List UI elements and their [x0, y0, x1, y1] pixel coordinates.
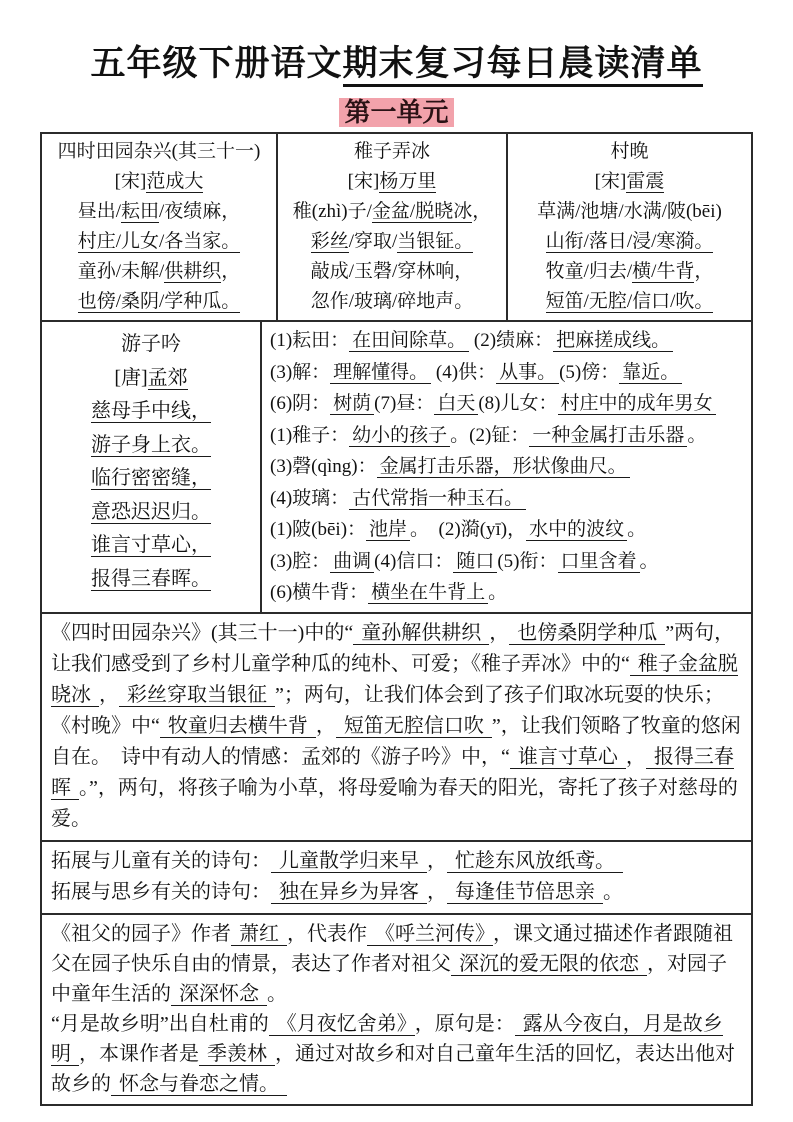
extension-line-homesick: 拓展与思乡有关的诗句： 独在异乡为异客 ， 每逢佳节倍思亲 。 — [51, 880, 623, 903]
course-paragraph-yueshiguxiangming: “月是故乡明”出自杜甫的 《月夜忆舍弟》 ，原句是： 露从今夜白，月是故乡明 ，本课作者是 季羡林 ，通过对故乡和对自己童年生活的回忆，表达出他对故乡的 怀念与眷恋之情。 — [51, 1012, 735, 1095]
note-line: (1)陂(bēi)： 池岸 。 (2)漪(yī)， 水中的波纹 。 — [270, 519, 647, 540]
extension-row — [42, 842, 751, 915]
note-line: (3)腔： 曲调 (4)信口： 随口 (5)衔： 口里含着 。 — [270, 550, 659, 572]
unit-heading — [0, 92, 793, 129]
poems-row — [42, 134, 751, 322]
poem-cell-youziyin — [42, 322, 262, 612]
poem-line: 敲成/玉磬/穿林响， — [310, 261, 474, 282]
page-title-underlined: 期末复习每日晨读清单 — [343, 44, 703, 87]
poem-line: 游子身上衣。 — [91, 433, 211, 456]
note-line: (4)玻璃： 古代常指一种玉石。 — [270, 483, 746, 515]
poem-title: 村晚 — [610, 141, 649, 162]
poem-line: 昼出/耘田/夜绩麻， — [77, 201, 241, 222]
summary-paragraph: 《四时田园杂兴》(其三十一)中的“ 童孙解供耕织 ， 也傍桑阴学种瓜 ”两句，让我们感受到了乡村儿童学种瓜的纯朴、可爱；《稚子弄冰》中的“ 稚子金盆脱晓冰 ， 彩丝穿取当银征 ”；两句，让我们体会到了孩子们取冰玩耍的快乐；《村晚》中“ 牧童归去横牛背 ， 短笛无腔信口吹 ”，让我们领略了牧童的悠闲自在。 诗中有动人的情感：孟郊的《游子吟》中，“ 谁言寸草心 ， 报得三春晖 。”，两句，将孩子喻为小草，将母爱喻为春天的阳光，寄托了孩子对慈母的爱。 — [51, 621, 741, 830]
poem-line: 慈母手中线， — [91, 400, 211, 422]
extension-cell — [42, 842, 751, 913]
note-line: (6)阴： 树荫 (7)昼： 白天 (8)儿女： 村庄中的成年男女 — [270, 388, 746, 420]
note-line: (3)解： 理解懂得。 (4)供： 从事。 (5)傍： 靠近。 — [270, 357, 746, 389]
note-line: (1)耘田： 在田间除草。 (2)绩麻： 把麻搓成线。 — [270, 325, 746, 357]
poem-author: [宋]雷震 — [594, 171, 665, 192]
poem-title: 稚子弄冰 — [353, 141, 430, 162]
unit-label: 第一单元 — [339, 98, 453, 127]
note-line: (3)磬(qìng)： 金属打击乐器，形状像曲尺。 — [270, 451, 746, 483]
poem-title: 四时田园杂兴(其三十一) — [57, 141, 261, 162]
poem-line: 谁言寸草心， — [91, 534, 211, 556]
poem-line: 童孙/未解/供耕织， — [77, 261, 241, 282]
poem-line: 意恐迟迟归。 — [91, 500, 211, 523]
poem-line: 草满/池塘/水满/陂(bēi) — [537, 201, 722, 222]
poem-line: 短笛/无腔/信口/吹。 — [545, 291, 714, 312]
poem-line: 山衔/落日/浸/寒漪。 — [545, 231, 714, 252]
poem-line: 报得三春晖。 — [91, 567, 211, 590]
poem-title: 游子吟 — [121, 333, 181, 355]
poem-author: [宋]杨万里 — [347, 171, 437, 192]
word-notes-cell — [262, 322, 751, 612]
course-row — [42, 915, 751, 1104]
note-line: (1)稚子： 幼小的孩子 。(2)钲： 一种金属打击乐器 。 — [270, 424, 707, 446]
poem-line: 稚(zhì)子/金盆/脱晓冰， — [292, 201, 492, 222]
page-title — [0, 0, 793, 86]
poem-line: 彩丝/穿取/当银钲。 — [310, 231, 474, 252]
poem-author: [宋]范成大 — [114, 171, 204, 192]
course-cell — [42, 915, 751, 1104]
poem-cell-cunwan — [508, 134, 751, 320]
poem-line: 临行密密缝， — [91, 467, 211, 489]
summary-row — [42, 614, 751, 842]
note-line: (6)横牛背： 横坐在牛背上 。 — [270, 582, 508, 603]
poem-line: 村庄/儿女/各当家。 — [77, 231, 241, 252]
poem-line: 牧童/归去/横/牛背， — [545, 261, 714, 282]
poem-author: [唐]孟郊 — [114, 366, 188, 389]
extension-line-children: 拓展与儿童有关的诗句： 儿童散学归来早 ， 忙趁东风放纸鸢。 — [51, 846, 743, 877]
poem-line: 也傍/桑阴/学种瓜。 — [77, 291, 241, 312]
page-title-plain: 五年级下册语文 — [90, 44, 343, 83]
poem-line: 忽作/玻璃/碎地声。 — [310, 291, 474, 312]
poem-cell-zhizinongbing — [278, 134, 508, 320]
course-paragraph-zufudeyuanzi: 《祖父的园子》作者 萧红 ，代表作 《呼兰河传》 ，课文通过描述作者跟随祖父在园子快乐自由的情景，表达了作者对祖父 深沉的爱无限的依恋 ，对园子中童年生活的 深深怀念 。 — [51, 922, 733, 1005]
review-table — [40, 132, 753, 1106]
poem-cell-sishitianyuanzaxing — [42, 134, 278, 320]
notes-row — [42, 322, 751, 614]
